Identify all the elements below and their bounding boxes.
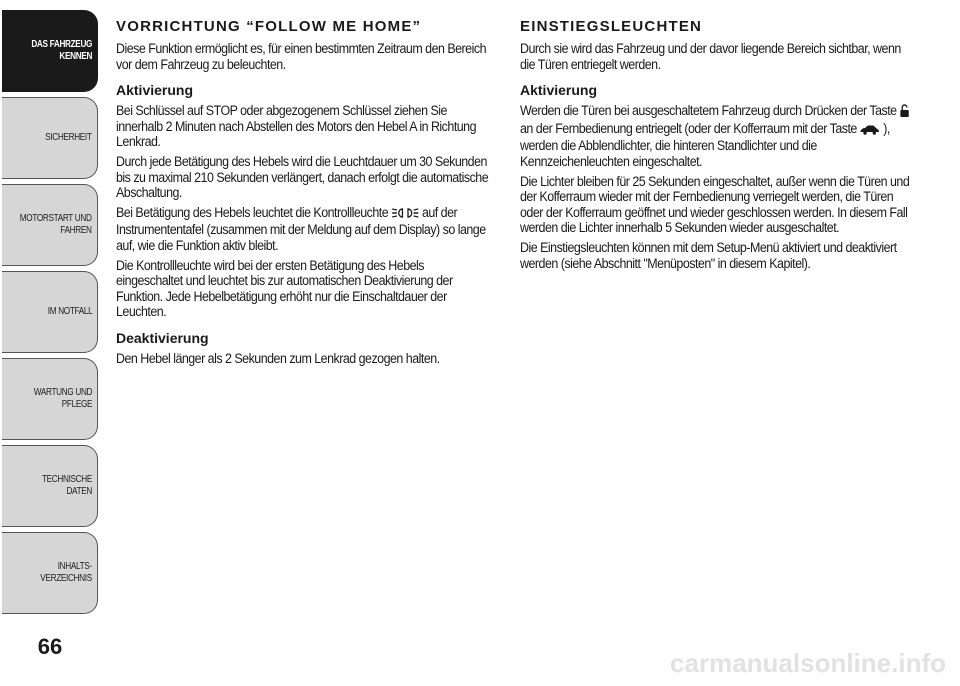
tab-wartung-und-pflege[interactable]: WARTUNG UND PFLEGE (2, 358, 98, 440)
tab-inhaltsverzeichnis[interactable]: INHALTS- VERZEICHNIS (2, 532, 98, 614)
right-activation-p1-start: Werden die Türen bei ausgeschaltetem Fahrzeug durch Drücken der Taste (520, 103, 897, 119)
tab-im-notfall[interactable]: IM NOTFALL (2, 271, 98, 353)
right-intro-paragraph: Durch sie wird das Fahrzeug und der davor liegende Bereich sichtbar, wenn die Türen entriegelt werden. (520, 41, 901, 72)
low-beam-indicator-icon (391, 207, 419, 223)
section-title-einstiegsleuchten: EINSTIEGSLEUCHTEN (520, 18, 703, 35)
tab-sicherheit[interactable]: SICHERHEIT (2, 97, 98, 179)
section-title-follow-me-home: VORRICHTUNG “FOLLOW ME HOME” (116, 18, 422, 35)
left-column (116, 18, 488, 371)
activation-paragraph-3-start: Bei Betätigung des Hebels leuchtet die Kontrollleuchte (116, 204, 389, 220)
intro-paragraph: Diese Funktion ermöglicht es, für einen bestimmten Zeitraum den Bereich vor dem Fahrzeug zu beleuchten. (116, 41, 486, 72)
activation-paragraph-1: Bei Schlüssel auf STOP oder abgezogenem Schlüssel ziehen Sie innerhalb 2 Minuten nach Abstellen des Motors den Hebel A in Richtung Lenkrad. (116, 103, 477, 150)
activation-paragraph-2: Durch jede Betätigung des Hebels wird die Leuchtdauer um 30 Sekunden bis zu maximal 210 Sekunden verlängert, danach erfolgt die automatische Abschaltung. (116, 153, 489, 201)
deactivation-paragraph: Den Hebel länger als 2 Sekunden zum Lenkrad gezogen halten. (116, 350, 440, 366)
activation-paragraph-3-end: auf der Instrumententafel (zusammen mit der Meldung auf dem Display) so lange auf, wie die Funktion aktiv bleibt. (116, 204, 486, 253)
right-column (520, 18, 910, 275)
page-number: 66 (37, 634, 63, 659)
watermark: carmanualsonline.info (670, 648, 946, 678)
right-activation-paragraph-1 (520, 103, 912, 169)
chapter-tabs (0, 0, 100, 640)
car-trunk-icon (860, 123, 880, 139)
activation-paragraph-3 (116, 205, 490, 254)
right-activation-p1-middle: an der Fernbedienung entriegelt (oder der Kofferraum mit der Taste (520, 120, 857, 136)
tab-das-fahrzeug-kennen[interactable]: DAS FAHRZEUG KENNEN (2, 10, 98, 92)
tab-motorstart-und-fahren[interactable]: MOTORSTART UND FAHREN (2, 184, 98, 266)
tab-technische-daten[interactable]: TECHNISCHE DATEN (2, 445, 98, 527)
padlock-unlock-icon (900, 104, 910, 121)
activation-heading: Aktivierung (116, 82, 194, 99)
right-activation-heading: Aktivierung (520, 82, 598, 99)
activation-paragraph-4: Die Kontrollleuchte wird bei der ersten Betätigung des Hebels eingeschaltet und leuchtet bis zur automatischen Deaktivierung der Funktion. Jede Hebelbetätigung erhöht nur die Einschaltdauer der Leuchten. (116, 257, 453, 320)
right-activation-p1-end: ), werden die Abblendlichter, die hinteren Standlichter und die Kennzeichenleuchten eingeschaltet. (520, 120, 890, 169)
deactivation-heading: Deaktivierung (116, 329, 209, 346)
right-activation-paragraph-2: Die Lichter bleiben für 25 Sekunden eingeschaltet, außer wenn die Türen und der Kofferraum wieder mit der Fernbedienung verriegelt werden, die Türen oder der Kofferraum geöffnet und wieder geschlossen werden. In diesem Fall werden die Lichter innerhalb 5 Sekunden wieder ausgeschaltet. (520, 173, 910, 236)
right-activation-paragraph-3: Die Einstiegsleuchten können mit dem Setup-Menü aktiviert und deaktiviert werden (siehe Abschnitt "Menüposten" in diesem Kapitel). (520, 239, 897, 271)
